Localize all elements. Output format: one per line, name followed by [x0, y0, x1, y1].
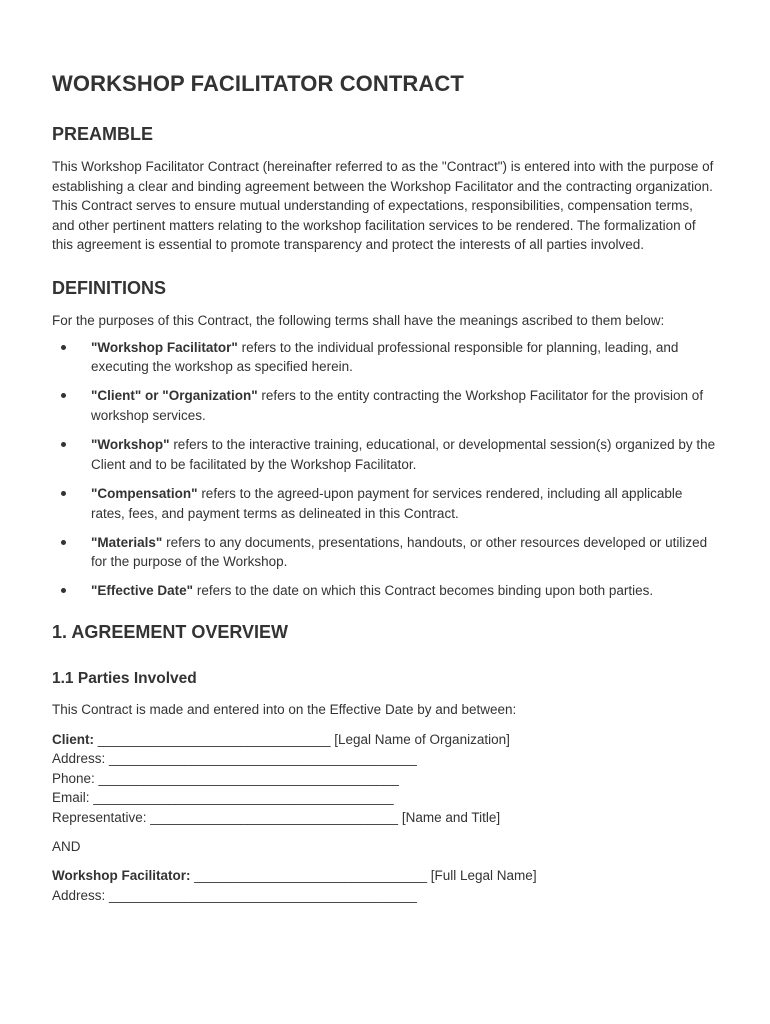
definition-item	[52, 338, 718, 377]
definition-term: "Workshop"	[91, 437, 170, 453]
client-representative-line: Representative: _________________________________ [Name and Title]	[52, 810, 501, 826]
definitions-intro: For the purposes of this Contract, the following terms shall have the meanings ascribed to them below:	[52, 312, 665, 328]
client-name-line	[52, 730, 718, 750]
client-name-blank: _______________________________ [Legal Name of Organization]	[94, 731, 510, 747]
definition-text: refers to the date on which this Contract becomes binding upon both parties.	[193, 583, 654, 599]
definition-item	[52, 484, 718, 523]
definition-term: "Effective Date"	[91, 583, 194, 599]
definition-item	[52, 533, 718, 572]
definitions-heading: DEFINITIONS	[52, 277, 167, 298]
facilitator-block	[52, 866, 718, 905]
definition-text: refers to the individual professional responsible for planning, leading, and executing the workshop as specified herein.	[91, 339, 679, 375]
definition-term: "Compensation"	[91, 485, 198, 501]
client-label: Client:	[52, 731, 94, 747]
facilitator-name-line	[52, 866, 718, 886]
definition-term: "Workshop Facilitator"	[91, 339, 238, 355]
definition-text: refers to any documents, presentations, handouts, or other resources developed or utilized for the purpose of the Workshop.	[91, 534, 708, 570]
definition-term: "Client" or "Organization"	[91, 388, 258, 404]
parties-intro: This Contract is made and entered into on the Effective Date by and between:	[52, 702, 517, 718]
client-email-line: Email: ________________________________________	[52, 790, 394, 806]
client-block	[52, 730, 718, 828]
definition-item	[52, 435, 718, 474]
definition-text: refers to the entity contracting the Workshop Facilitator for the provision of workshop services.	[91, 388, 704, 423]
definition-item	[52, 386, 718, 425]
and-separator: AND	[52, 838, 81, 854]
agreement-heading: 1. AGREEMENT OVERVIEW	[52, 622, 289, 643]
definition-term: "Materials"	[91, 534, 163, 550]
bullet-icon	[61, 393, 66, 398]
bullet-icon	[61, 345, 66, 350]
parties-heading: 1.1 Parties Involved	[52, 670, 197, 688]
definition-text: refers to the agreed-upon payment for services rendered, including all applicable rates, fees, and payment terms as delineated in this Contract.	[91, 485, 683, 521]
document-title: WORKSHOP FACILITATOR CONTRACT	[52, 71, 464, 96]
facilitator-address-line: Address: _________________________________________	[52, 887, 417, 903]
definition-item	[52, 581, 718, 601]
preamble-text: This Workshop Facilitator Contract (hereinafter referred to as the "Contract") is entered into with the purpose of establishing a clear and binding agreement between the Workshop Facilitator and the contracting organization. This Contract serves to ensure mutual understanding of expectations, responsibilities, compensation terms, and other pertinent matters relating to the workshop facilitation services to be rendered. The formalization of this agreement is essential to promote transparency and protect the interests of all parties involved.	[52, 159, 714, 253]
bullet-icon	[61, 540, 66, 545]
bullet-icon	[61, 491, 66, 496]
definitions-list	[52, 338, 718, 602]
client-phone-line: Phone: ________________________________________	[52, 770, 399, 786]
bullet-icon	[61, 442, 66, 447]
facilitator-name-blank: _______________________________ [Full Legal Name]	[190, 868, 537, 884]
definition-text: refers to the interactive training, educational, or developmental session(s) organized by the Client and to be facilitated by the Workshop Facilitator.	[91, 437, 716, 472]
facilitator-label: Workshop Facilitator:	[52, 868, 191, 884]
client-address-line: Address: _________________________________________	[52, 751, 417, 767]
bullet-icon	[61, 588, 66, 593]
preamble-heading: PREAMBLE	[52, 124, 154, 144]
